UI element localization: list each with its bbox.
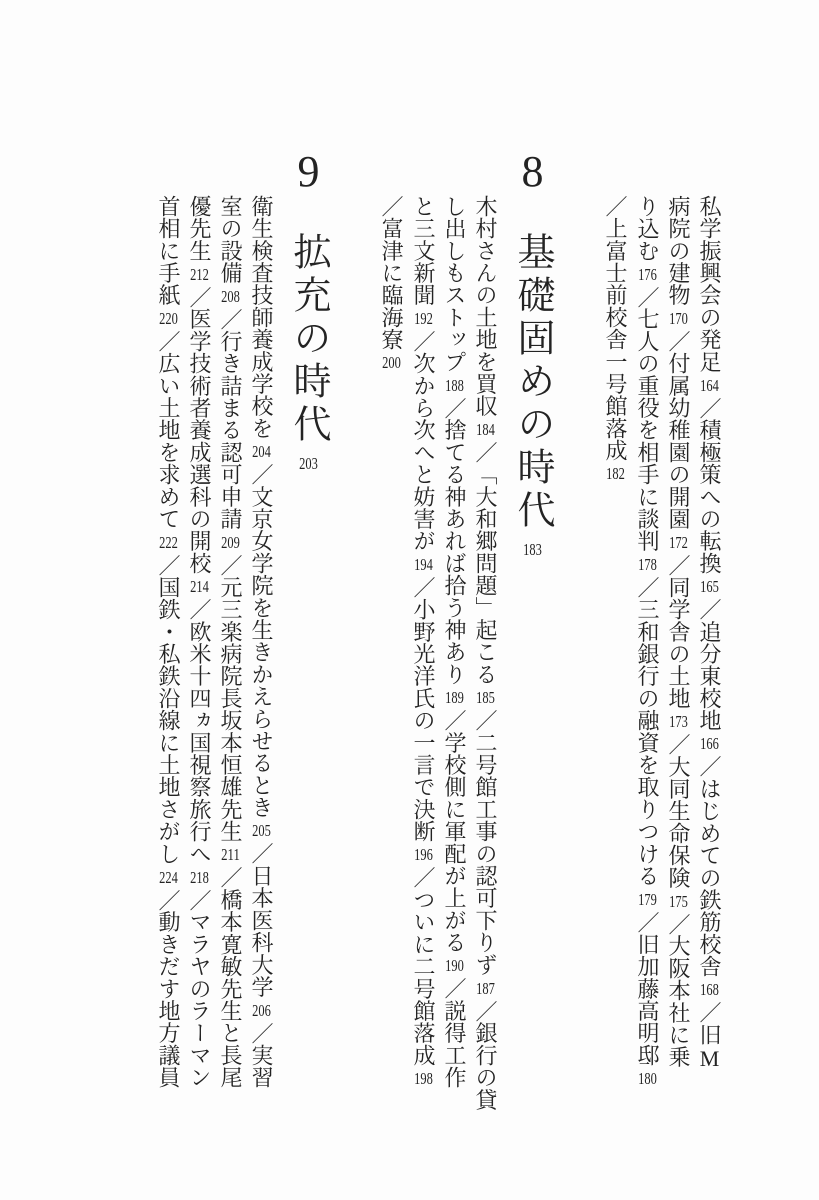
separator-slash-icon: ／ (442, 396, 467, 419)
separator-slash-icon: ／ (249, 463, 274, 486)
toc-column (667, 195, 689, 1068)
toc-column (698, 195, 720, 1071)
separator-slash-icon: ／ (187, 598, 212, 621)
toc-entry-title: 説得工作 (442, 999, 467, 1089)
separator-slash-icon: ／ (218, 866, 243, 889)
toc-entry-title: 木村さんの土地を買収 (473, 195, 498, 417)
toc-page-number: 218 (190, 868, 209, 886)
toc-page-number: 192 (414, 310, 433, 327)
toc-column (474, 195, 496, 1111)
toc-column (604, 195, 626, 485)
toc-page-number: 165 (700, 578, 719, 596)
toc-entry-title: 国鉄・私鉄沿線に土地さがし (156, 576, 181, 865)
toc-page-number: 194 (414, 556, 433, 574)
toc-entry-title: マラヤのラーマン (187, 910, 212, 1089)
toc-entry-title: 富津に臨海寮 (379, 217, 404, 351)
toc-page-number: 206 (252, 1001, 271, 1019)
toc-page-number: 220 (159, 310, 178, 327)
toc-column (636, 195, 658, 1090)
toc-entry-title: 追分東校地 (697, 620, 722, 732)
toc-entry-title: 同学舎の土地 (666, 576, 691, 710)
toc-page-number: 222 (159, 533, 178, 551)
separator-slash-icon: ／ (156, 553, 181, 577)
toc-entry-title: 首相に手紙 (156, 195, 181, 306)
separator-slash-icon: ／ (603, 195, 628, 218)
separator-slash-icon: ／ (473, 709, 498, 732)
toc-entry-title: 大同生命保険 (666, 755, 691, 889)
toc-column (157, 195, 179, 1088)
toc-column (188, 195, 210, 1088)
separator-slash-icon: ／ (697, 755, 722, 778)
separator-slash-icon: ／ (156, 888, 181, 911)
separator-slash-icon: ／ (473, 441, 498, 464)
toc-page-number: 176 (638, 265, 657, 283)
toc-entry-title: 積極策への転換 (697, 418, 722, 575)
separator-slash-icon: ／ (187, 888, 212, 911)
chapter-number: 9 (284, 147, 333, 196)
toc-page-number: 179 (638, 890, 657, 908)
toc-entry-title: 医学技術者養成選科の開校 (187, 307, 212, 575)
separator-slash-icon: ／ (156, 330, 181, 353)
toc-page-number: 173 (669, 713, 688, 731)
toc-page-number: 166 (700, 735, 719, 753)
separator-slash-icon: ／ (635, 910, 660, 934)
toc-page-number: 200 (382, 354, 401, 372)
toc-entry-title: 上富士前校舎一号館落成 (603, 217, 628, 462)
toc-entry-title: 動きだす地方議員 (156, 910, 181, 1089)
toc-entry-title: 次から次へと妨害が (411, 352, 436, 553)
toc-page-number: 190 (445, 957, 464, 975)
separator-slash-icon: ／ (249, 1021, 274, 1045)
toc-page-number: 211 (221, 846, 240, 864)
toc-page-number: 209 (221, 533, 240, 551)
toc-page-number: 208 (221, 287, 240, 305)
toc-entry-title: 七人の重役を相手に談判 (635, 307, 660, 553)
toc-page-number: 164 (700, 376, 719, 394)
chapter-title: 基礎固めの時代 (511, 232, 553, 533)
toc-page-number: 184 (476, 421, 495, 438)
toc-column (443, 195, 465, 1088)
toc-entry-title: 行き詰まる認可申請 (218, 330, 243, 530)
toc-entry-title: ついに二号館落成 (411, 888, 436, 1067)
toc-page-number: 204 (252, 443, 271, 461)
toc-entry-title: 二号館工事の認可下りず (473, 731, 498, 976)
separator-slash-icon: ／ (666, 553, 691, 577)
toc-page-number: 178 (638, 556, 657, 574)
toc-page-number: 182 (606, 465, 625, 483)
toc-page-number: 168 (700, 981, 719, 999)
separator-slash-icon: ／ (666, 733, 691, 756)
toc-page-number: 185 (476, 689, 495, 707)
separator-slash-icon: ／ (218, 553, 243, 577)
separator-slash-icon: ／ (697, 1001, 722, 1024)
separator-slash-icon: ／ (379, 195, 404, 218)
toc-entry-title: り込む (635, 195, 660, 262)
toc-entry-title: 衛生検査技師養成学校を (249, 195, 274, 440)
toc-page-number: 175 (669, 892, 688, 910)
separator-slash-icon: ／ (635, 285, 660, 308)
toc-entry-title: 元三楽病院長坂本恒雄先生 (218, 576, 243, 843)
toc-page-number: 187 (476, 979, 495, 997)
chapter-heading (508, 147, 557, 558)
toc-entry-title: 橋本寛敏先生と長尾 (218, 888, 243, 1089)
toc-entry-title: 旧M (697, 1023, 722, 1072)
toc-entry-title: 銀行の貸 (473, 1021, 498, 1111)
toc-entry-title: と三文新聞 (411, 195, 436, 306)
separator-slash-icon: ／ (666, 330, 691, 353)
separator-slash-icon: ／ (442, 709, 467, 732)
toc-entry-title: 文京女学院を生きかえらせるとき (249, 485, 274, 819)
separator-slash-icon: ／ (635, 576, 660, 599)
toc-entry-title: 日本医科大学 (249, 864, 274, 998)
toc-entry-title: 旧加藤高明邸 (635, 933, 660, 1067)
separator-slash-icon: ／ (697, 598, 722, 621)
toc-column (380, 195, 402, 374)
toc-page-number: 198 (414, 1070, 433, 1088)
toc-page-number: 196 (414, 846, 433, 864)
separator-slash-icon: ／ (473, 999, 498, 1022)
chapter-page-number: 183 (523, 541, 542, 558)
chapter-title: 拡充の時代 (287, 232, 329, 447)
toc-entry-title: はじめての鉄筋校舎 (697, 777, 722, 978)
toc-page-number: 180 (638, 1070, 657, 1088)
toc-entry-title: 病院の建物 (666, 195, 691, 306)
separator-slash-icon: ／ (218, 307, 243, 331)
toc-page-number: 214 (190, 578, 209, 596)
toc-entry-title: 広い土地を求めて (156, 352, 181, 530)
separator-slash-icon: ／ (187, 285, 212, 308)
toc-entry-title: 三和銀行の融資を取りつける (635, 598, 660, 887)
separator-slash-icon: ／ (411, 576, 436, 599)
separator-slash-icon: ／ (249, 842, 274, 865)
chapter-number: 8 (508, 147, 557, 196)
toc-page-number: 205 (252, 822, 271, 840)
toc-page-number: 172 (669, 533, 688, 551)
toc-page-number: 224 (159, 868, 178, 886)
separator-slash-icon: ／ (697, 396, 722, 419)
toc-column (412, 195, 434, 1090)
toc-flow (148, 147, 722, 1111)
toc-entry-title: 学校側に軍配が上がる (442, 731, 467, 954)
toc-entry-title: 優先生 (187, 195, 212, 262)
toc-page-number: 170 (669, 310, 688, 327)
toc-page-number: 188 (445, 376, 464, 394)
chapter-page-number: 203 (299, 455, 318, 472)
toc-column (250, 195, 272, 1088)
toc-entry-title: 「大和郷問題」起こる (473, 463, 498, 686)
separator-slash-icon: ／ (666, 912, 691, 935)
toc-entry-title: 大阪本社に乗 (666, 934, 691, 1069)
toc-page-number: 189 (445, 689, 464, 707)
separator-slash-icon: ／ (411, 866, 436, 889)
toc-entry-title: 小野光洋氏の一言で決断 (411, 598, 436, 843)
toc-entry-title: 実習 (249, 1044, 274, 1089)
toc-entry-title: 欧米十四ヵ国視察旅行へ (187, 620, 212, 865)
toc-entry-title: 私学振興会の発足 (697, 195, 722, 373)
toc-entry-title: 捨てる神あれば拾う神あり (442, 418, 467, 686)
separator-slash-icon: ／ (442, 977, 467, 1000)
chapter-heading (284, 147, 333, 472)
toc-entry-title: し出しもストップ (442, 195, 467, 373)
toc-entry-title: 付属幼稚園の開園 (666, 352, 691, 530)
toc-page-number: 212 (190, 265, 209, 283)
separator-slash-icon: ／ (411, 330, 436, 353)
toc-column (219, 195, 241, 1088)
toc-entry-title: 室の設備 (218, 195, 243, 284)
